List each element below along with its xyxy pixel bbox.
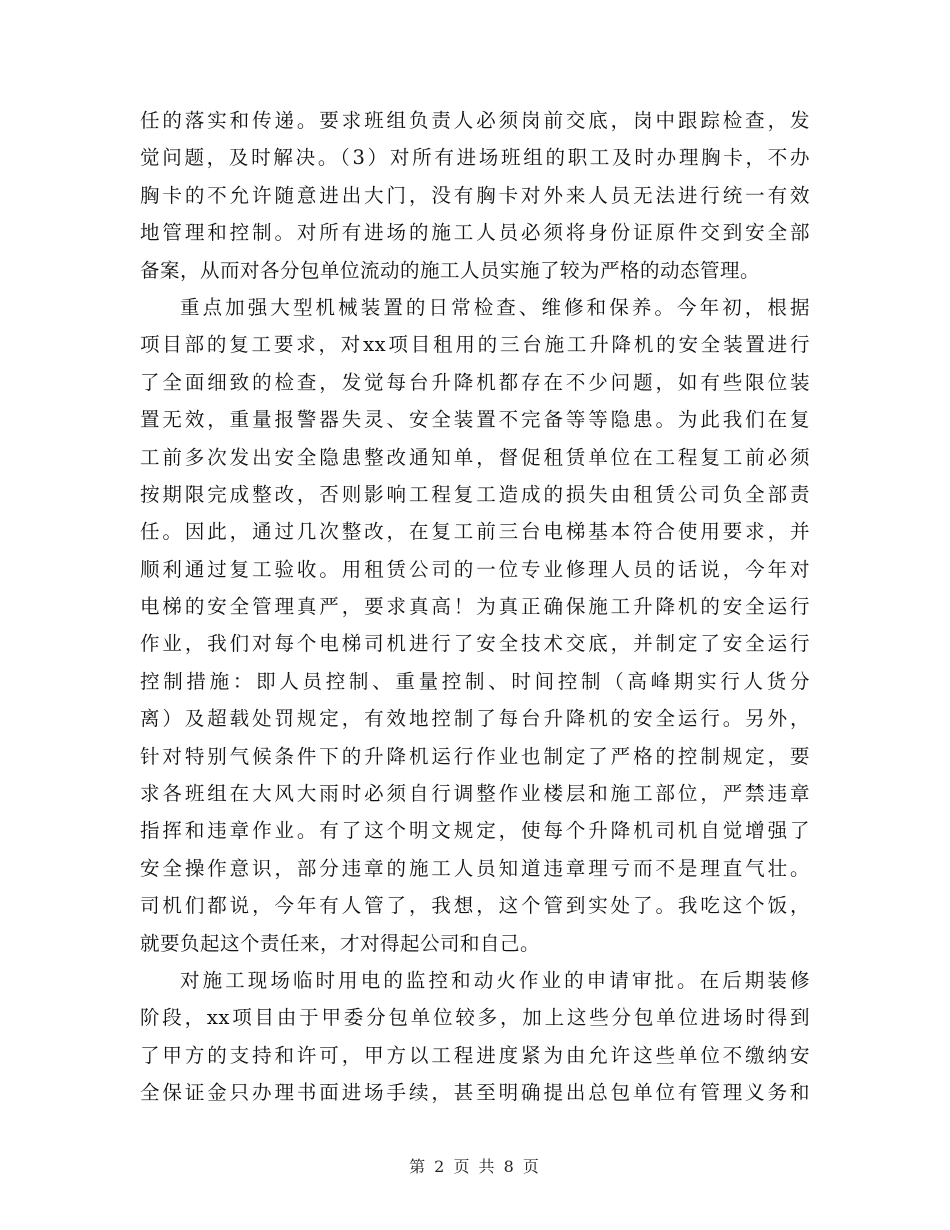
text-line: 了全面细致的检查，发觉每台升降机都存在不少问题，如有些限位装 bbox=[140, 370, 810, 394]
text-line: 任的落实和传递。要求班组负责人必须岗前交底，岗中跟踪检查，发 bbox=[140, 109, 810, 132]
page-number-footer: 第 2 页 共 8 页 bbox=[409, 1157, 541, 1176]
text-line: 觉问题，及时解决。（3）对所有进场班组的职工及时办理胸卡，不办 bbox=[140, 146, 810, 170]
text-line: 针对特别气候条件下的升降机运行作业也制定了严格的控制规定，要 bbox=[140, 744, 810, 768]
text-line: 离）及超载处罚规定，有效地控制了每台升降机的安全运行。另外， bbox=[140, 707, 810, 731]
text-line: 对施工现场临时用电的监控和动火作业的申请审批。在后期装修 bbox=[180, 968, 810, 992]
text-line: 控制措施：即人员控制、重量控制、时间控制（高峰期实行人货分 bbox=[140, 669, 810, 693]
text-line: 安全操作意识，部分违章的施工人员知道违章理亏而不是理直气壮。 bbox=[140, 856, 810, 880]
text-line: 任。因此，通过几次整改，在复工前三台电梯基本符合使用要求，并 bbox=[140, 520, 810, 544]
text-line: 指挥和违章作业。有了这个明文规定，使每个升降机司机自觉增强了 bbox=[140, 819, 810, 843]
text-line: 工前多次发出安全隐患整改通知单，督促租赁单位在工程复工前必须 bbox=[140, 445, 810, 469]
text-line: 全保证金只办理书面进场手续，甚至明确提出总包单位有管理义务和 bbox=[140, 1081, 810, 1105]
text-line: 按期限完成整改，否则影响工程复工造成的损失由租赁公司负全部责 bbox=[140, 482, 810, 506]
text-line: 地管理和控制。对所有进场的施工人员必须将身份证原件交到安全部 bbox=[140, 221, 810, 245]
text-line: 就要负起这个责任来，才对得起公司和自己。 bbox=[140, 931, 541, 955]
text-line: 胸卡的不允许随意进出大门，没有胸卡对外来人员无法进行统一有效 bbox=[140, 183, 810, 207]
text-line: 备案，从而对各分包单位流动的施工人员实施了较为严格的动态管理。 bbox=[140, 258, 761, 282]
text-line: 司机们都说，今年有人管了，我想，这个管到实处了。我吃这个饭， bbox=[140, 894, 810, 918]
text-line: 置无效，重量报警器失灵、安全装置不完备等等隐患。为此我们在复 bbox=[140, 408, 810, 432]
text-line: 重点加强大型机械装置的日常检查、维修和保养。今年初，根据 bbox=[180, 295, 810, 319]
text-line: 顺利通过复工验收。用租赁公司的一位专业修理人员的话说，今年对 bbox=[140, 557, 810, 581]
text-line: 求各班组在大风大雨时必须自行调整作业楼层和施工部位，严禁违章 bbox=[140, 782, 810, 806]
body-text bbox=[140, 102, 810, 1112]
text-line: 了甲方的支持和许可，甲方以工程进度紧为由允许这些单位不缴纳安 bbox=[140, 1043, 810, 1067]
text-line: 项目部的复工要求，对xx项目租用的三台施工升降机的安全装置进行 bbox=[140, 333, 810, 357]
text-line: 作业，我们对每个电梯司机进行了安全技术交底，并制定了安全运行 bbox=[140, 632, 810, 656]
text-line: 阶段，xx项目由于甲委分包单位较多，加上这些分包单位进场时得到 bbox=[140, 1006, 810, 1030]
text-line: 电梯的安全管理真严，要求真高！为真正确保施工升降机的安全运行 bbox=[140, 595, 810, 619]
